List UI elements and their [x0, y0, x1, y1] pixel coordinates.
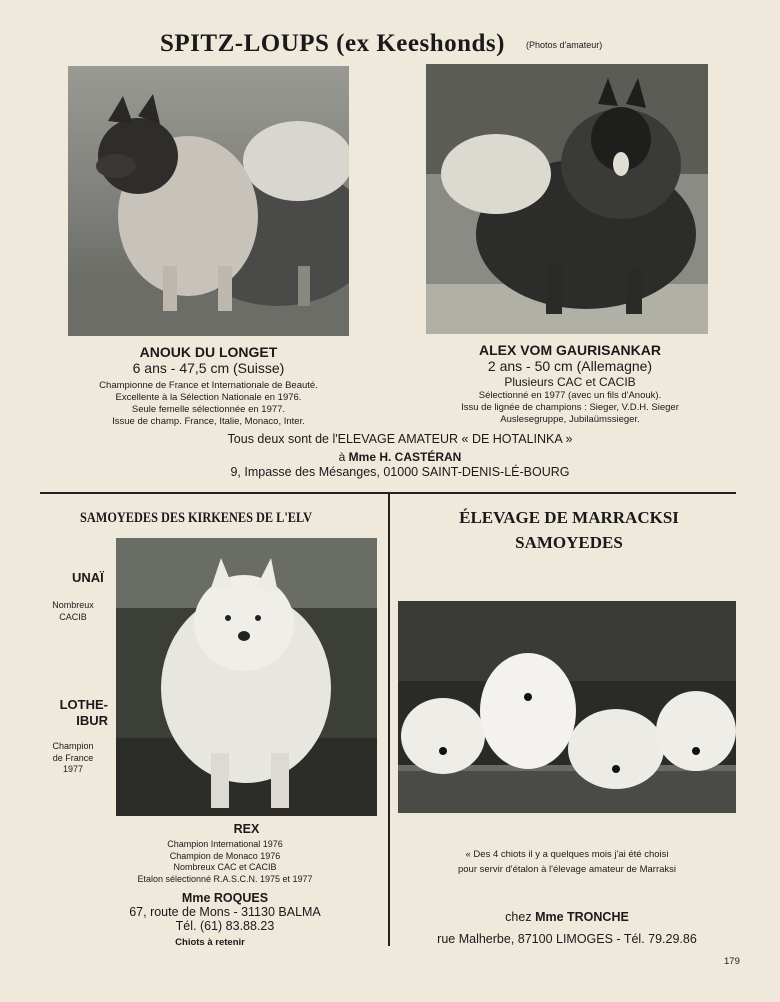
dog-stats-anouk: 6 ans - 47,5 cm (Suisse): [132, 360, 285, 376]
detail-line: 1977: [62, 764, 84, 774]
breeder-address: 9, Impasse des Mésanges, 01000 SAINT-DENIS-LÉ-BOURG: [230, 465, 570, 479]
breeder-line-2: [120, 450, 680, 464]
photo-anouk: [68, 66, 349, 336]
section-title-marracksi: [400, 505, 738, 555]
dog-details-lotheibur: [40, 741, 106, 776]
dog-name-rex: REX: [233, 822, 260, 836]
owner-name-roques: Mme ROQUES: [181, 891, 269, 905]
section-title-samoyedes: SAMOYEDES DES KIRKENES DE L'ELV: [80, 510, 312, 526]
page-title: SPITZ-LOUPS (ex Keeshonds): [160, 30, 505, 57]
breeder-prefix: à: [338, 450, 346, 464]
detail-line: Seule femelle sélectionnée en 1977.: [131, 404, 286, 415]
photo-puppies: [398, 601, 736, 813]
photo-credit: (Photos d'amateur): [526, 40, 603, 50]
breeder-name: Mme H. CASTÉRAN: [348, 450, 462, 464]
breeder-line-1: Tous deux sont de l'ELEVAGE AMATEUR « DE HOTALINKA »: [227, 432, 573, 446]
detail-line: de France: [52, 752, 94, 763]
detail-line: CACIB: [59, 611, 87, 622]
name-line: IBUR: [76, 713, 108, 728]
dog-name-lotheibur: [58, 697, 108, 729]
detail-line: Nombreux CAC et CACIB: [173, 862, 277, 872]
vertical-divider: [388, 494, 390, 946]
caption-line: « Des 4 chiots il y a quelques mois j'ai été choisi: [465, 849, 669, 860]
dog-name-alex: ALEX VOM GAURISANKAR: [478, 342, 661, 358]
photo-rex: [116, 538, 377, 816]
photo-alex: [426, 64, 708, 334]
owner-address-roques: 67, route de Mons - 31130 BALMA: [129, 905, 321, 919]
dog-name-unai: UNAÏ: [72, 570, 104, 585]
name-line: LOTHE-: [59, 697, 108, 712]
puppies-caption: [398, 847, 736, 877]
detail-line: Auslesegruppe, Jubilaümssieger.: [500, 414, 640, 425]
title-line: SAMOYEDES: [515, 533, 623, 552]
detail-line: Excellente à la Sélection Nationale en 1976.: [115, 392, 302, 403]
caption-line: pour servir d'étalon à l'élevage amateur de Marraksi: [457, 864, 676, 875]
chez-prefix: chez: [505, 910, 532, 924]
owner-phone-roques: Tél. (61) 83.88.23: [175, 919, 275, 933]
detail-line: Champion de Monaco 1976: [169, 850, 281, 861]
dog-details-unai: [40, 600, 106, 623]
detail-line: Nombreux: [52, 600, 94, 610]
dog-name-anouk: ANOUK DU LONGET: [139, 344, 278, 360]
detail-line: Sélectionné en 1977 (avec un fils d'Anouk).: [478, 390, 662, 401]
detail-line: Issue de champ. France, Italie, Monaco, Inter.: [112, 416, 305, 427]
detail-line: Champion International 1976: [167, 839, 283, 849]
title-line: ÉLEVAGE DE MARRACKSI: [459, 508, 679, 527]
detail-line: Champion: [52, 741, 94, 751]
chiots-note: Chiots à retenir: [175, 937, 245, 948]
detail-line: Etalon sélectionné R.A.S.C.N. 1975 et 1977: [137, 873, 313, 884]
owner-address-tronche: rue Malherbe, 87100 LIMOGES - Tél. 79.29.86: [437, 932, 697, 946]
detail-line: Championne de France et Internationale de Beauté.: [99, 380, 318, 391]
owner-line-tronche: [398, 910, 736, 924]
dog-subtitle-alex: Plusieurs CAC et CACIB: [504, 375, 636, 389]
dog-details-rex: [80, 839, 370, 885]
dog-details-alex: [410, 390, 730, 426]
dog-details-anouk: [50, 380, 367, 428]
owner-name-tronche: Mme TRONCHE: [535, 910, 629, 924]
detail-line: Issu de lignée de champions : Sieger, V.D.H. Sieger: [461, 402, 679, 413]
dog-stats-alex: 2 ans - 50 cm (Allemagne): [487, 358, 653, 374]
page-number: 179: [724, 956, 740, 967]
